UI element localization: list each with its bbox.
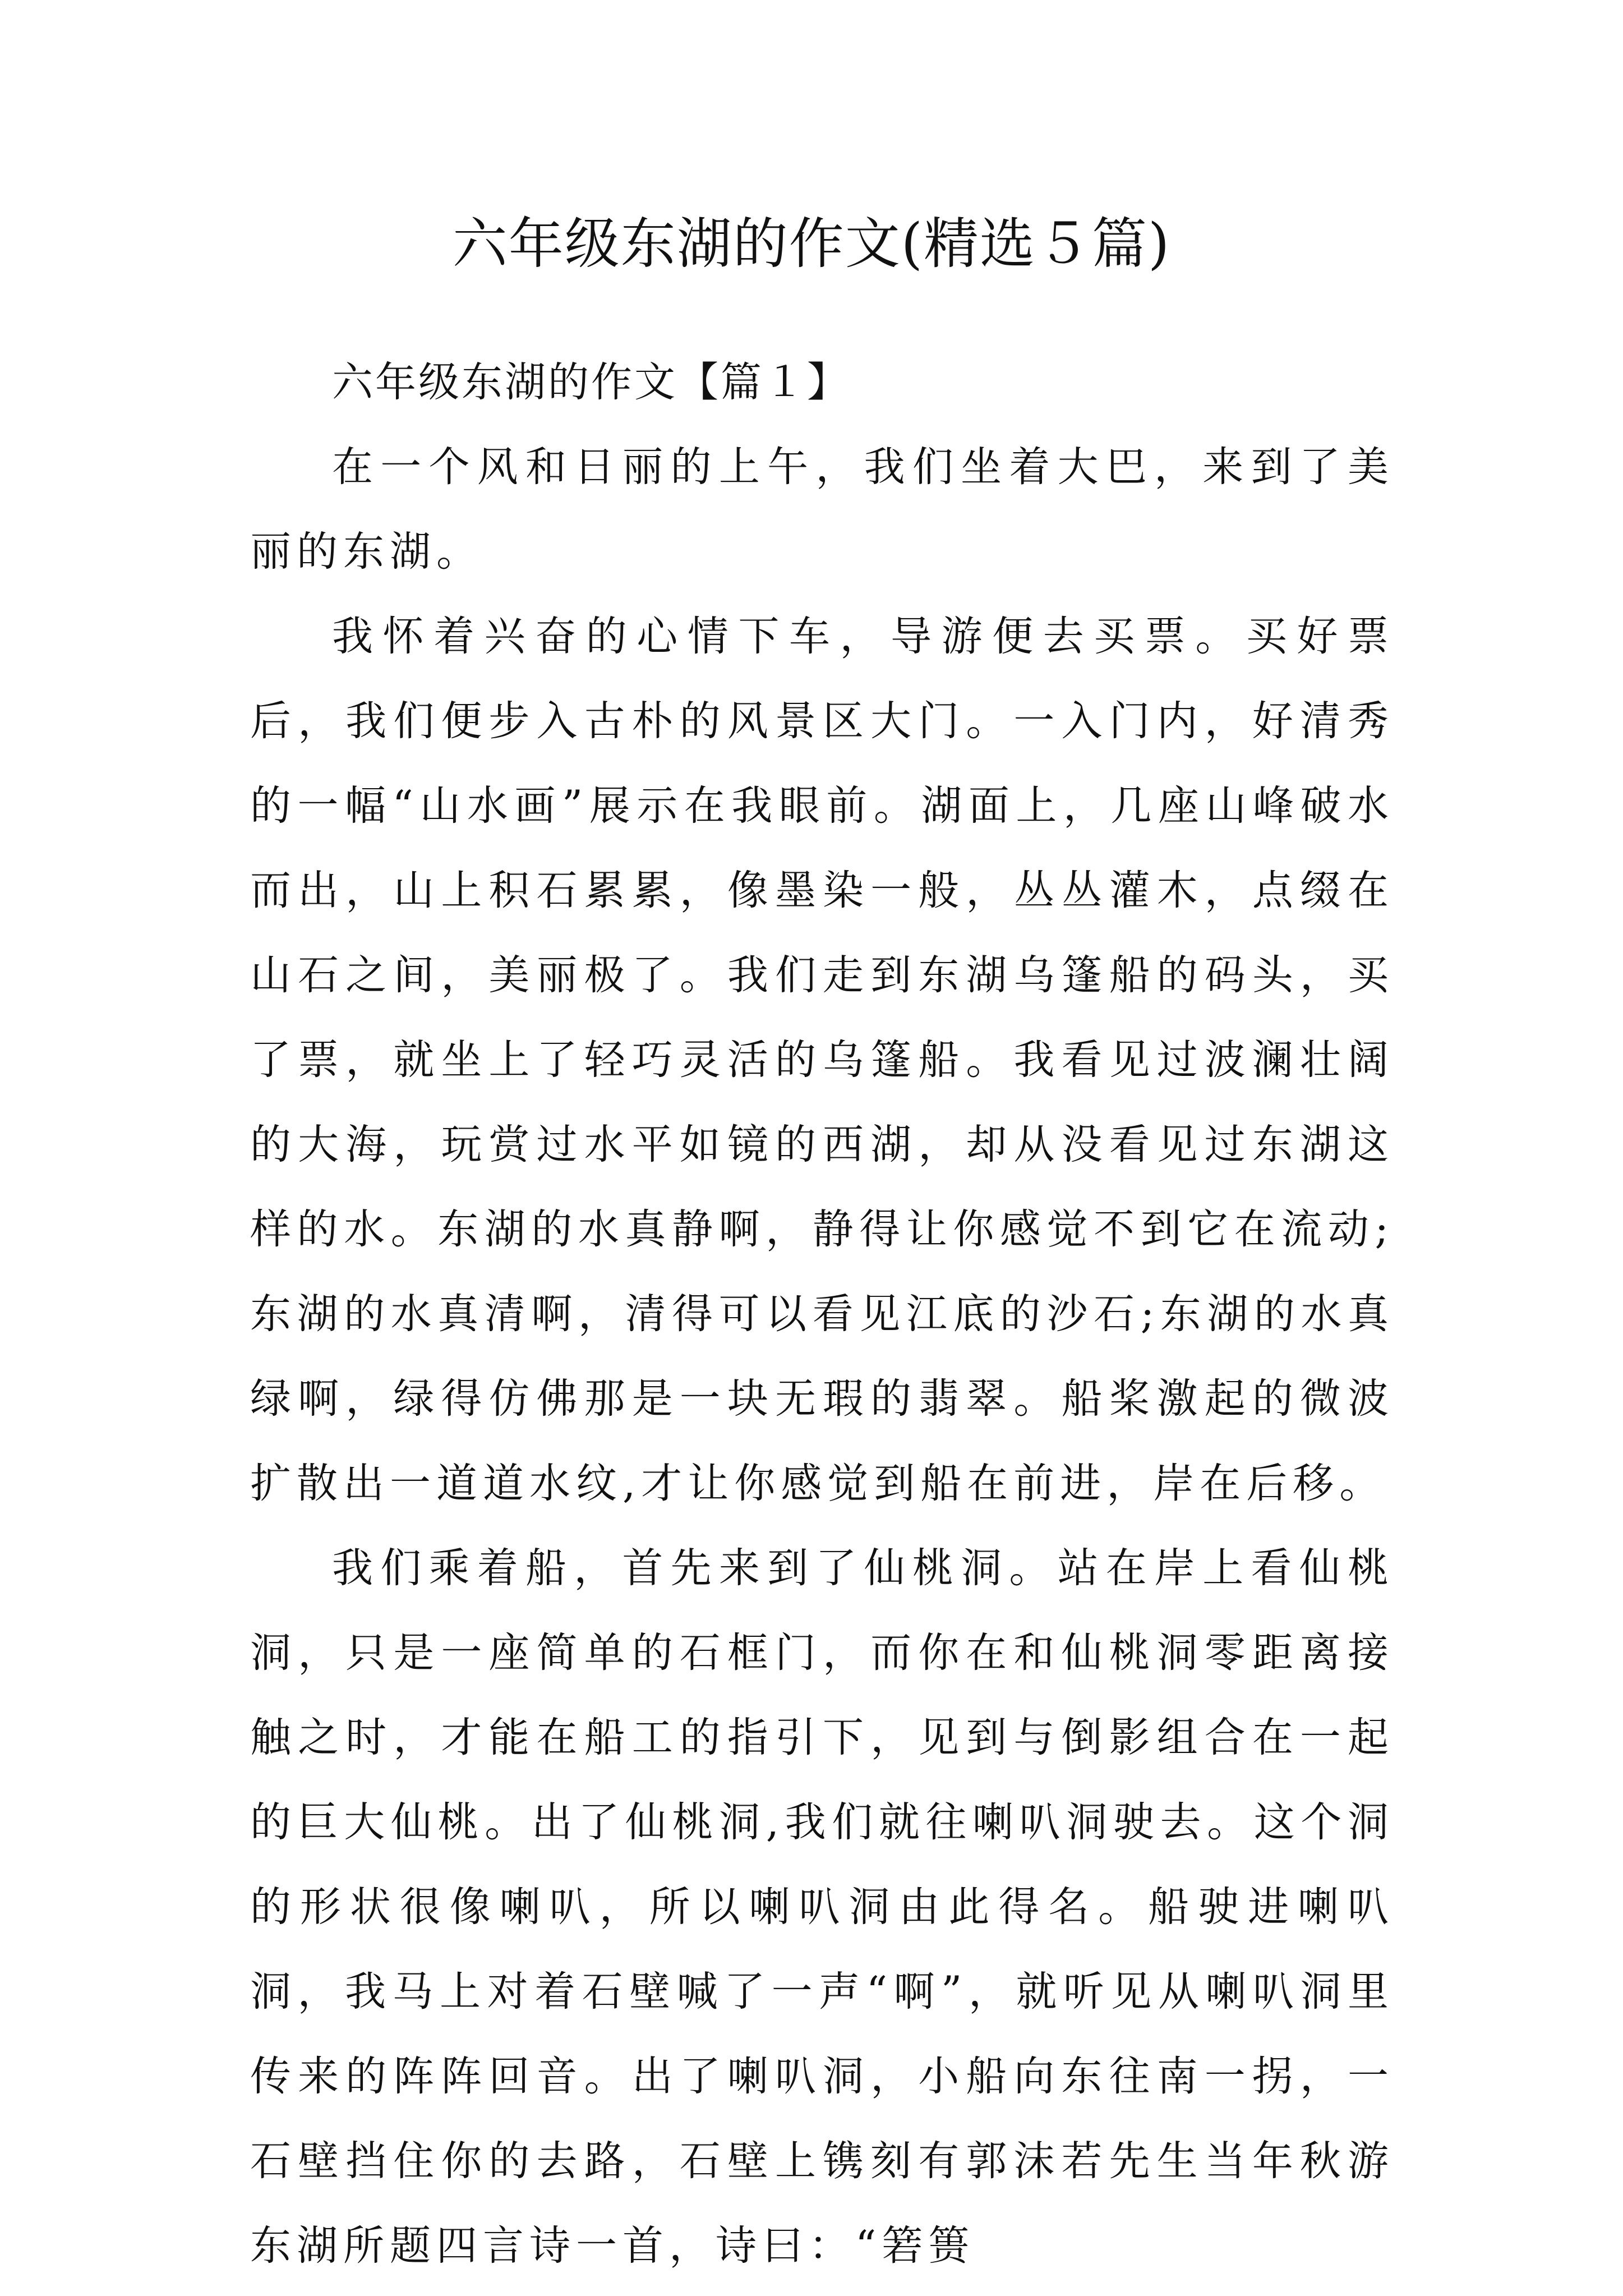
section-heading: 六年级东湖的作文【篇１】 <box>332 358 850 406</box>
paragraph: 我怀着兴奋的心情下车，导游便去买票。买好票后，我们便步入古朴的风景区大门。一入门内，好清秀的一幅“山水画”展示在我眼前。湖面上，几座山峰破水而出，山上积石累累，像墨染一般，丛丛灌木，点缀在山石之间，美丽极了。我们走到东湖乌篷船的码头，买了票，就坐上了轻巧灵活的乌篷船。我看见过波澜壮阔的大海，玩赏过水平如镜的西湖，却从没看见过东湖这样的水。东湖的水真静啊，静得让你感觉不到它在流动;东湖的水真清啊，清得可以看见江底的沙石;东湖的水真绿啊，绿得仿佛那是一块无瑕的翡翠。船桨激起的微波扩散出一道道水纹,才让你感觉到船在前进，岸在后移。 <box>250 613 1394 1507</box>
document-title: 六年级东湖的作文(精选５篇) <box>452 212 1171 276</box>
document-body <box>250 340 1394 2288</box>
paragraph: 在一个风和日丽的上午，我们坐着大巴，来到了美丽的东湖。 <box>250 443 1394 576</box>
paragraph: 我们乘着船，首先来到了仙桃洞。站在岸上看仙桃洞，只是一座简单的石框门，而你在和仙桃洞零距离接触之时，才能在船工的指引下，见到与倒影组合在一起的巨大仙桃。出了仙桃洞,我们就往喇叭洞驶去。这个洞的形状很像喇叭，所以喇叭洞由此得名。船驶进喇叭洞，我马上对着石壁喊了一声“啊”，就听见从喇叭洞里传来的阵阵回音。出了喇叭洞，小船向东往南一拐，一石壁挡住你的去路，石壁上镌刻有郭沫若先生当年秋游东湖所题四言诗一首，诗曰：“箬篑 <box>250 1544 1394 2270</box>
